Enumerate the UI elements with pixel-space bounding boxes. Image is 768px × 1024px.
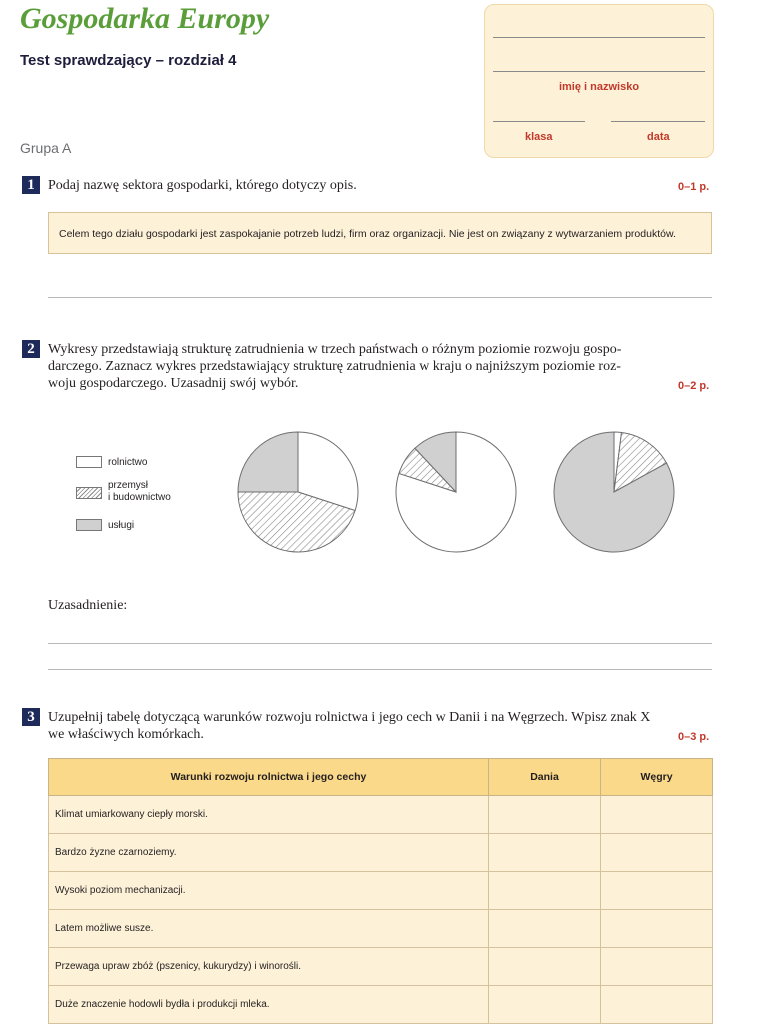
question-2-text-line-3: woju gospodarczego. Uzasadnij swój wybór.	[48, 376, 299, 391]
hungary-answer-cell[interactable]	[601, 796, 713, 834]
name-line-1[interactable]	[493, 37, 705, 38]
hungary-answer-cell[interactable]	[601, 834, 713, 872]
page-subtitle: Test sprawdzający – rozdział 4	[20, 52, 237, 69]
table-row	[49, 872, 713, 910]
legend-label-industry-2: i budownictwo	[108, 492, 171, 503]
question-3-points: 0–3 p.	[678, 731, 710, 743]
table-row-label: Wysoki poziom mechanizacji.	[49, 872, 489, 910]
justification-line-1[interactable]	[48, 643, 712, 644]
denmark-answer-cell[interactable]	[489, 948, 601, 986]
legend-label-industry-1: przemysł	[108, 480, 149, 491]
question-1-points: 0–1 p.	[678, 181, 710, 193]
table-row-label: Przewaga upraw zbóż (pszenicy, kukurydzy) i winorośli.	[49, 948, 489, 986]
legend-swatch-agriculture	[76, 456, 102, 468]
question-1-number: 1	[22, 176, 40, 194]
question-3-text-line-2: we właściwych komórkach.	[48, 727, 204, 742]
denmark-answer-cell[interactable]	[489, 834, 601, 872]
table-row	[49, 948, 713, 986]
class-line[interactable]	[493, 121, 585, 122]
denmark-answer-cell[interactable]	[489, 796, 601, 834]
question-1-answer-line[interactable]	[48, 297, 712, 298]
class-label: klasa	[525, 131, 553, 143]
table-header-hungary: Węgry	[601, 759, 713, 796]
table-row-label: Bardzo żyzne czarnoziemy.	[49, 834, 489, 872]
question-1-text: Podaj nazwę sektora gospodarki, którego dotyczy opis.	[48, 178, 357, 193]
table-row-label: Latem możliwe susze.	[49, 910, 489, 948]
justification-label: Uzasadnienie:	[48, 598, 128, 613]
pie-chart-2[interactable]	[396, 432, 516, 552]
name-line-2[interactable]	[493, 71, 705, 72]
denmark-answer-cell[interactable]	[489, 910, 601, 948]
date-line[interactable]	[611, 121, 705, 122]
pie-chart-3[interactable]	[554, 432, 674, 552]
table-header-row	[49, 759, 713, 796]
hungary-answer-cell[interactable]	[601, 948, 713, 986]
legend-label-services: usługi	[108, 520, 135, 531]
pie-1-slice-services	[238, 432, 298, 492]
page-title: Gospodarka Europy	[20, 2, 270, 35]
denmark-answer-cell[interactable]	[489, 872, 601, 910]
legend-swatch-services	[76, 519, 102, 531]
date-label: data	[647, 131, 670, 143]
table-row	[49, 986, 713, 1024]
question-2-points: 0–2 p.	[678, 380, 710, 392]
student-info-box	[484, 4, 714, 158]
question-2-text-line-1: Wykresy przedstawiają strukturę zatrudnienia w trzech państwach o różnym poziomie rozwoju gospo-	[48, 342, 622, 357]
group-label: Grupa A	[20, 140, 72, 156]
table-row	[49, 834, 713, 872]
table-row	[49, 796, 713, 834]
question-2-number: 2	[22, 340, 40, 358]
table-header-conditions: Warunki rozwoju rolnictwa i jego cechy	[49, 759, 489, 796]
agriculture-table	[48, 758, 713, 1024]
employment-pie-charts	[228, 418, 688, 568]
hungary-answer-cell[interactable]	[601, 986, 713, 1024]
table-row	[49, 910, 713, 948]
table-row-label: Klimat umiarkowany ciepły morski.	[49, 796, 489, 834]
question-2-text-line-2: darczego. Zaznacz wykres przedstawiający strukturę zatrudnienia w kraju o najniższym poziomie roz-	[48, 359, 621, 374]
question-3-number: 3	[22, 708, 40, 726]
question-3-text-line-1: Uzupełnij tabelę dotyczącą warunków rozwoju rolnictwa i jego cech w Danii i na Węgrzech. Wpisz znak X	[48, 710, 651, 725]
table-row-label: Duże znaczenie hodowli bydła i produkcji mleka.	[49, 986, 489, 1024]
hungary-answer-cell[interactable]	[601, 910, 713, 948]
legend-swatch-industry	[76, 487, 102, 499]
denmark-answer-cell[interactable]	[489, 986, 601, 1024]
pie-chart-1[interactable]	[238, 432, 358, 552]
hungary-answer-cell[interactable]	[601, 872, 713, 910]
name-label: imię i nazwisko	[558, 81, 640, 93]
justification-line-2[interactable]	[48, 669, 712, 670]
question-1-description: Celem tego działu gospodarki jest zaspokajanie potrzeb ludzi, firm oraz organizacji. Nie jest on związany z wytwarzaniem produktów.	[48, 212, 712, 254]
legend-label-agriculture: rolnictwo	[108, 457, 148, 468]
table-header-denmark: Dania	[489, 759, 601, 796]
